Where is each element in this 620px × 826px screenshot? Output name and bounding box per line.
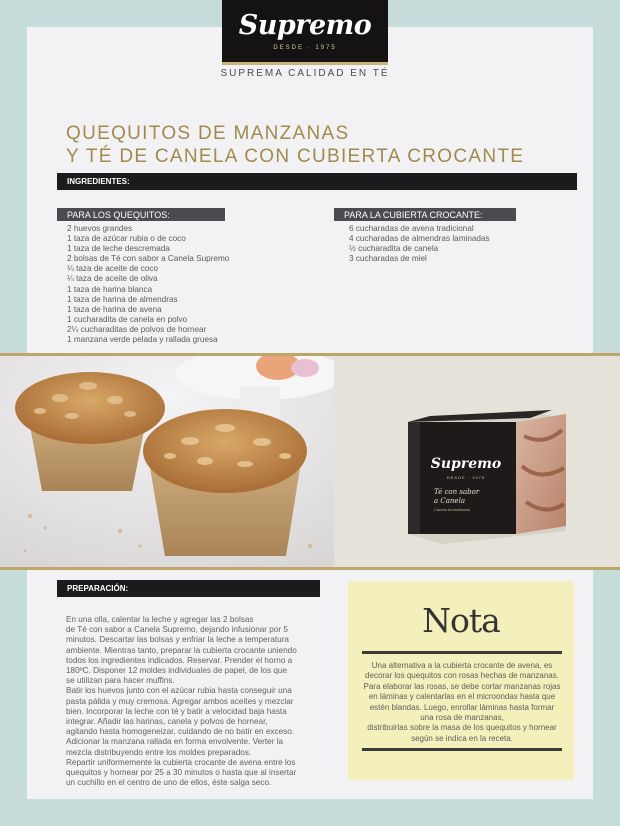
prep-line: de Té con sabor a Canela Supremo, dejando infusionar por 5 [66,625,288,635]
list-item: ¼ taza de aceite de coco [67,264,159,274]
quequitos-header: PARA LOS QUEQUITOS: [57,208,225,221]
cubierta-header: PARA LA CUBIERTA CROCANTE: [334,208,516,221]
preparation-text [66,615,320,788]
brand-logo [222,0,388,62]
prep-line: pasta pálida y muy cremosa. Agregar ambos aceites y mezclar [66,696,294,706]
nota-line: decorar los quequitos con rosas hechas de manzanas. [365,671,559,681]
recipe-title-line1: QUEQUITOS DE MANZANAS [66,123,350,144]
product-name [434,488,514,506]
prep-line: mezcla distribuyendo entre los moldes preparados. [66,747,252,757]
list-item: 1 taza de leche descremada [67,244,170,254]
nota-line: una rosa de manzanas, [420,713,504,723]
nota-line: en láminas y calentarlas en el microondas hasta que [368,692,556,702]
prep-line: Batir los huevos junto con el azúcar rubia hasta conseguir una [66,686,292,696]
product-name-line2: a Canela [434,497,465,505]
prep-line: Adicionar la manzana rallada en forma envolvente. Verter la [66,737,284,747]
prep-line: Repartir uniformemente la cubierta crocante de avena entre los [66,757,296,767]
ingredients-header: INGREDIENTES: [57,173,577,190]
list-item: 2 bolsas de Té con sabor a Canela Supremo [67,254,230,264]
nota-rule-top [362,651,562,654]
list-item: 1 taza de harina de almendras [67,294,178,304]
divider-bottom [0,567,620,570]
logo-gold-strip [222,62,388,65]
muffins-illustration [0,356,334,568]
prep-line: quequitos y hornear por 25 a 30 minutos o hasta que al insertar [66,768,297,778]
list-item: 2 huevos grandes [67,224,133,233]
product-name-line1: Té con sabor [434,488,480,496]
brand-name: Supremo [238,9,372,41]
prep-line: minutos. Descartar las bolsas y enfriar la leche a temperatura [66,635,289,645]
prep-line: todos los ingredientes indicados. Reservar. Prender el horno a [66,655,293,665]
nota-title: Nota [422,601,500,640]
nota-text [362,661,562,744]
preparation-header: PREPARACIÓN: [57,580,320,597]
list-item: 1 cucharadita de canela en polvo [67,314,188,324]
brand-since: DESDE · 1975 [273,44,337,51]
nota-box [348,581,574,780]
prep-line: En una olla, calentar la leche y agregar las 2 bolsas [66,615,254,624]
product-brand: Supremo [430,456,502,472]
prep-line: se utilizan para hacer muffins. [66,676,175,686]
list-item: 1 taza de harina blanca [67,284,153,294]
nota-line: distribuirlas sobre la masa de los quequitos y hornear [367,723,557,733]
recipe-title-line2: Y TÉ DE CANELA CON CUBIERTA CROCANTE [66,146,525,167]
list-item: 1 taza de azúcar rubia o de coco [67,234,186,244]
list-item: 4 cucharadas de almendras laminadas [349,234,490,244]
list-item: 1 taza de harina de avena [67,304,162,314]
nota-line: estén blandas. Luego, enrollar láminas hasta formar [369,702,555,712]
prep-line: 180ºC. Disponer 12 moldes individuales de papel, de los que [66,666,288,676]
prep-line: un cuchillo en el centro de uno de ellos, éste salga seco. [66,778,272,788]
product-subtitle: Canela Aromatizado [434,507,471,512]
list-item: 2¼ cucharaditas de polvos de hornear [67,324,207,334]
cubierta-list [349,224,569,264]
list-item: 6 cucharadas de avena tradicional [349,224,474,233]
product-since: DESDE · 1975 [446,475,486,480]
quequitos-list [67,224,307,345]
nota-line: Una alternativa a la cubierta crocante de avena, es [371,661,553,670]
recipe-title [66,122,566,168]
prep-line: agitando hasta homogeneizar, cuidando de no batir en exceso. [66,727,295,737]
brand-tagline: SUPREMA CALIDAD EN TÉ [220,68,390,79]
nota-rule-bottom [362,748,562,751]
prep-line: integrar. Añadir las harinas, canela y polvos de hornear, [66,717,268,727]
list-item: ½ cucharadita de canela [349,244,439,254]
muffins-photo [0,356,334,568]
product-photo [334,356,620,568]
list-item: 1 manzana verde pelada y rallada gruesa [67,335,218,345]
list-item: 3 cucharadas de miel [349,254,427,264]
nota-line: Para elaborar las rosas, se debe cortar manzanas rojas [363,681,561,691]
nota-line: según se indica en la receta. [411,733,513,743]
prep-line: ambiente. Mientras tanto, preparar la cubierta crocante uniendo [66,645,297,655]
prep-line: bien. Incorporar la leche con té y batir a velocidad baja hasta [66,706,287,716]
list-item: ¼ taza de aceite de oliva [67,274,158,284]
